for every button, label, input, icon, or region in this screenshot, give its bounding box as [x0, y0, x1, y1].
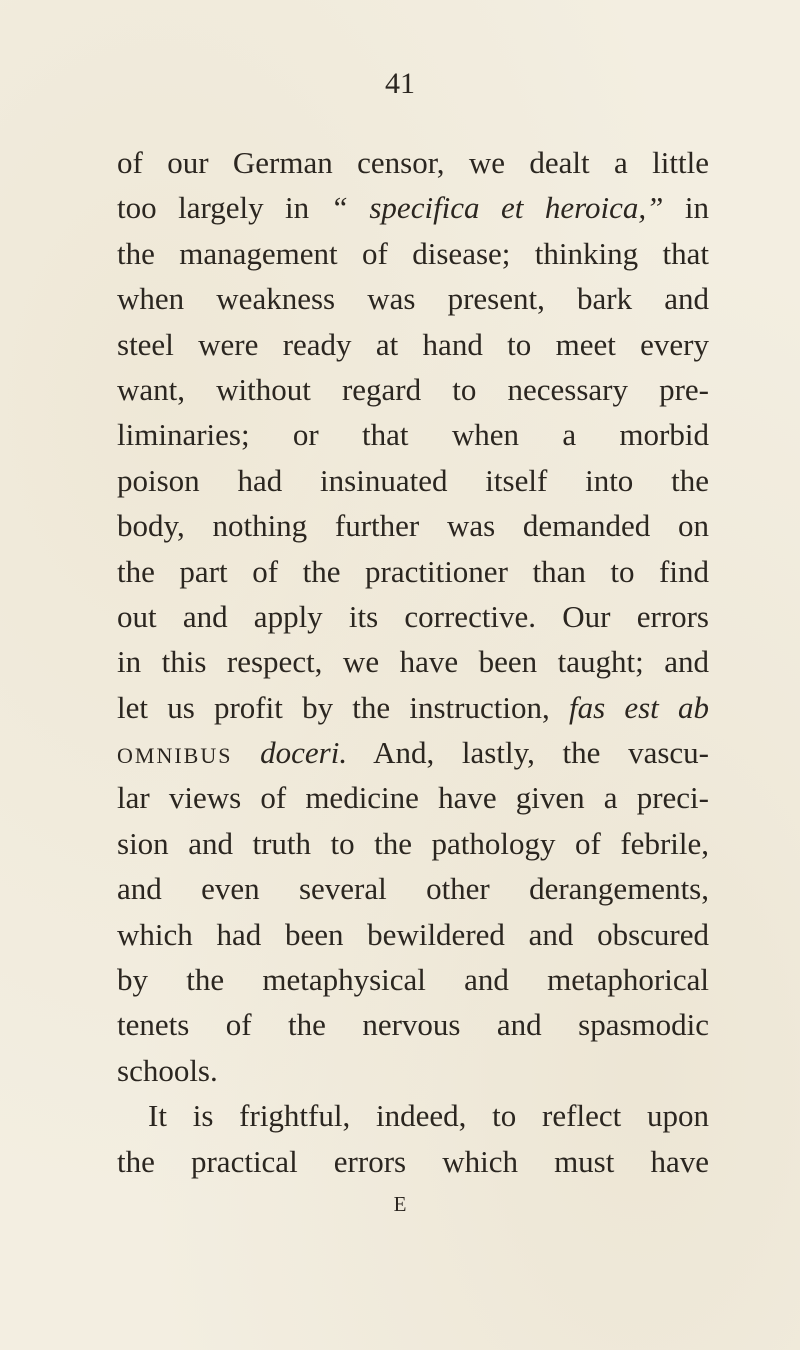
text-line: let us profit by the instruction, fas est ab: [117, 689, 709, 725]
text-line: of our German censor, we dealt a little: [117, 145, 709, 180]
text-line: schools.: [117, 1052, 218, 1088]
body-text: [117, 140, 709, 1184]
italic-phrase: fas est ab: [568, 689, 709, 725]
text-line: It is frightful, indeed, to reflect upon: [148, 1098, 709, 1134]
text-line: the practical errors which must have: [117, 1143, 709, 1179]
italic-phrase: “ specifica et heroica,”: [330, 190, 664, 226]
text-line: out and apply its corrective. Our errors: [117, 598, 709, 634]
text-line: the management of disease; thinking that: [117, 235, 709, 271]
text-line: steel were ready at hand to meet every: [117, 326, 709, 362]
page-number: 41: [385, 67, 415, 100]
text-line: which had been bewildered and obscured: [117, 916, 709, 952]
text-line: by the metaphysical and metaphorical: [117, 962, 709, 998]
text-line: and even several other derangements,: [117, 871, 709, 907]
text-line: lar views of medicine have given a preci-: [117, 780, 709, 816]
text-line: in this respect, we have been taught; and: [117, 644, 709, 680]
text-line: too largely in “ specifica et heroica,” in: [117, 190, 709, 226]
small-caps-word: omnibus: [117, 735, 233, 771]
text-line: want, without regard to necessary pre-: [117, 371, 709, 407]
text-line: liminaries; or that when a morbid: [117, 417, 709, 453]
text-line: when weakness was present, bark and: [117, 281, 709, 317]
text-line: sion and truth to the pathology of febrile,: [117, 825, 709, 861]
signature-mark: E: [393, 1192, 407, 1216]
italic-phrase: doceri.: [232, 735, 348, 771]
text-line: omnibus doceri. And, lastly, the vascu-: [117, 735, 709, 771]
text-line: body, nothing further was demanded on: [117, 508, 709, 544]
text-line: the part of the practitioner than to find: [117, 553, 709, 589]
text-line: tenets of the nervous and spasmodic: [117, 1007, 709, 1043]
text-line: poison had insinuated itself into the: [117, 462, 709, 498]
